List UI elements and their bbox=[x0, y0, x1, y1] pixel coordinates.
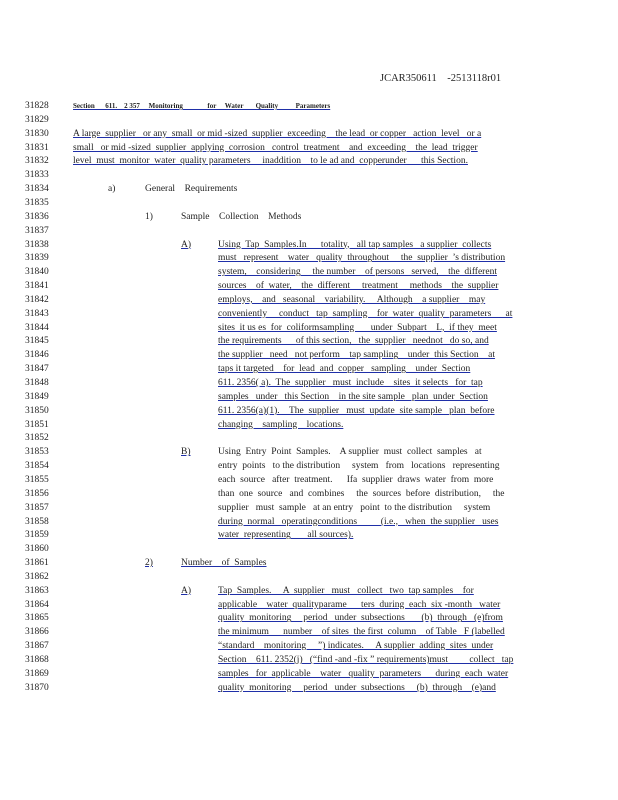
line-number: 31838 bbox=[25, 239, 49, 250]
line-number: 31852 bbox=[25, 433, 49, 444]
body-line: quality monitoring period under subsections (b) through (e)from bbox=[218, 613, 503, 624]
line-number: 31854 bbox=[25, 461, 49, 472]
line-number: 31837 bbox=[25, 225, 49, 236]
line-number: 31830 bbox=[25, 128, 49, 139]
body-line: each source after treatment. Ifa supplier draws water from more bbox=[218, 474, 494, 485]
line-number: 31849 bbox=[25, 391, 49, 402]
body-line: 611. 2356(a)(1). The supplier must update site sample plan before bbox=[218, 405, 495, 416]
body-line: samples for applicable water quality parameters during each water bbox=[218, 668, 509, 679]
document-id: JCAR350611 -2513118r01 bbox=[380, 73, 502, 84]
body-line: during normal operatingconditions (i.e., when the supplier uses bbox=[218, 516, 499, 527]
line-number: 31869 bbox=[25, 668, 49, 679]
body-line: taps it targeted for lead and copper sampling under Section bbox=[218, 364, 471, 375]
body-line: conveniently conduct tap sampling for water quality parameters at bbox=[218, 308, 513, 319]
line-number: 31832 bbox=[25, 156, 49, 167]
body-line: sources of water, the different treatment methods the supplier bbox=[218, 281, 499, 292]
line-number: 31853 bbox=[25, 447, 49, 458]
line-number: 31850 bbox=[25, 405, 49, 416]
line-number: 31833 bbox=[25, 170, 49, 181]
line-number: 31835 bbox=[25, 197, 49, 208]
line-number: 31839 bbox=[25, 253, 49, 264]
line-number: 31836 bbox=[25, 211, 49, 222]
body-line: sites it us es for coliformsampling under Subpart L, if they meet bbox=[218, 322, 497, 333]
body-line: Using Tap Samples.In totality, all tap samples a supplier collects bbox=[218, 239, 492, 250]
body-line: system, considering the number of persons served, the different bbox=[218, 267, 497, 278]
body-line: the requirements of this section, the supplier neednot do so, and bbox=[218, 336, 489, 347]
intro-line: small or mid -sized supplier applying corrosion control treatment and exceeding the lead trigger bbox=[73, 142, 478, 153]
line-number: 31829 bbox=[25, 114, 49, 125]
line-number: 31862 bbox=[25, 571, 49, 582]
line-number: 31855 bbox=[25, 474, 49, 485]
body-line: Section 611. 2352(j) (“find -and -fix ” requirements)must collect tap bbox=[218, 655, 514, 665]
line-number: 31864 bbox=[25, 599, 49, 610]
line-number: 31863 bbox=[25, 585, 49, 596]
body-line: the supplier need not perform tap sampling under this Section at bbox=[218, 350, 496, 361]
intro-line: A large supplier or any small or mid -sized supplier exceeding the lead or copper action level or a bbox=[73, 128, 482, 139]
line-number: 31861 bbox=[25, 558, 49, 569]
body-line: quality monitoring period under subsections (b) through (e)and bbox=[218, 682, 496, 693]
line-number: 31868 bbox=[25, 655, 49, 665]
line-number: 31858 bbox=[25, 516, 49, 527]
line-number: 31844 bbox=[25, 322, 49, 333]
line-number: 31856 bbox=[25, 488, 49, 499]
line-number: 31834 bbox=[25, 184, 49, 195]
paragraph-2-label: 2) bbox=[145, 558, 153, 569]
line-number: 31845 bbox=[25, 336, 49, 347]
line-number: 31841 bbox=[25, 281, 49, 292]
line-number: 31857 bbox=[25, 502, 49, 513]
body-line: 611. 2356( a). The supplier must include sites it selects for tap bbox=[218, 378, 483, 388]
body-line: than one source and combines the sources before distribution, the bbox=[218, 488, 505, 499]
line-number: 31866 bbox=[25, 627, 49, 638]
body-line: “standard monitoring ”) indicates. A supplier adding sites under bbox=[218, 641, 494, 652]
line-number: 31848 bbox=[25, 378, 49, 388]
line-number: 31867 bbox=[25, 641, 49, 652]
body-line: Tap Samples. A supplier must collect two tap samples for bbox=[218, 585, 474, 596]
item-A2-label: A) bbox=[181, 585, 192, 596]
body-line: changing sampling locations. bbox=[218, 419, 344, 430]
body-line: Using Entry Point Samples. A supplier must collect samples at bbox=[218, 447, 482, 458]
paragraph-2-heading: Number of Samples bbox=[181, 558, 267, 569]
paragraph-1-heading: Sample Collection Methods bbox=[181, 211, 302, 222]
section-title: Section 611. 2 357 Monitoring for Water Quality Parameters bbox=[73, 102, 331, 110]
body-line: water representing all sources). bbox=[218, 530, 354, 541]
line-number: 31842 bbox=[25, 294, 49, 305]
line-number: 31859 bbox=[25, 530, 49, 541]
body-line: supplier must sample at an entry point to the distribution system bbox=[218, 502, 491, 513]
body-line: the minimum number of sites the first column of Table F (labelled bbox=[218, 627, 505, 638]
item-B1-label: B) bbox=[181, 447, 191, 458]
intro-line: level must monitor water quality parameters inaddition to le ad and copperunder this Section. bbox=[73, 156, 468, 167]
body-line: entry points to the distribution system from locations representing bbox=[218, 461, 500, 472]
line-number: 31828 bbox=[25, 101, 49, 111]
line-number: 31851 bbox=[25, 419, 49, 430]
line-number: 31860 bbox=[25, 544, 49, 555]
line-number: 31865 bbox=[25, 613, 49, 624]
subsection-a-heading: General Requirements bbox=[145, 184, 238, 195]
subsection-a-label: a) bbox=[108, 184, 116, 195]
body-line: employs, and seasonal variability. Although a supplier may bbox=[218, 294, 486, 305]
line-number: 31847 bbox=[25, 364, 49, 375]
line-number: 31870 bbox=[25, 682, 49, 693]
line-number: 31831 bbox=[25, 142, 49, 153]
body-line: must represent water quality throughout the supplier ’s distribution bbox=[218, 253, 506, 264]
paragraph-1-label: 1) bbox=[145, 211, 153, 222]
line-number: 31843 bbox=[25, 308, 49, 319]
line-number: 31840 bbox=[25, 267, 49, 278]
line-number: 31846 bbox=[25, 350, 49, 361]
item-A1-label: A) bbox=[181, 239, 192, 250]
body-line: samples under this Section in the site sample plan under Section bbox=[218, 391, 488, 402]
body-line: applicable water qualityparame ters during each six -month water bbox=[218, 599, 501, 610]
